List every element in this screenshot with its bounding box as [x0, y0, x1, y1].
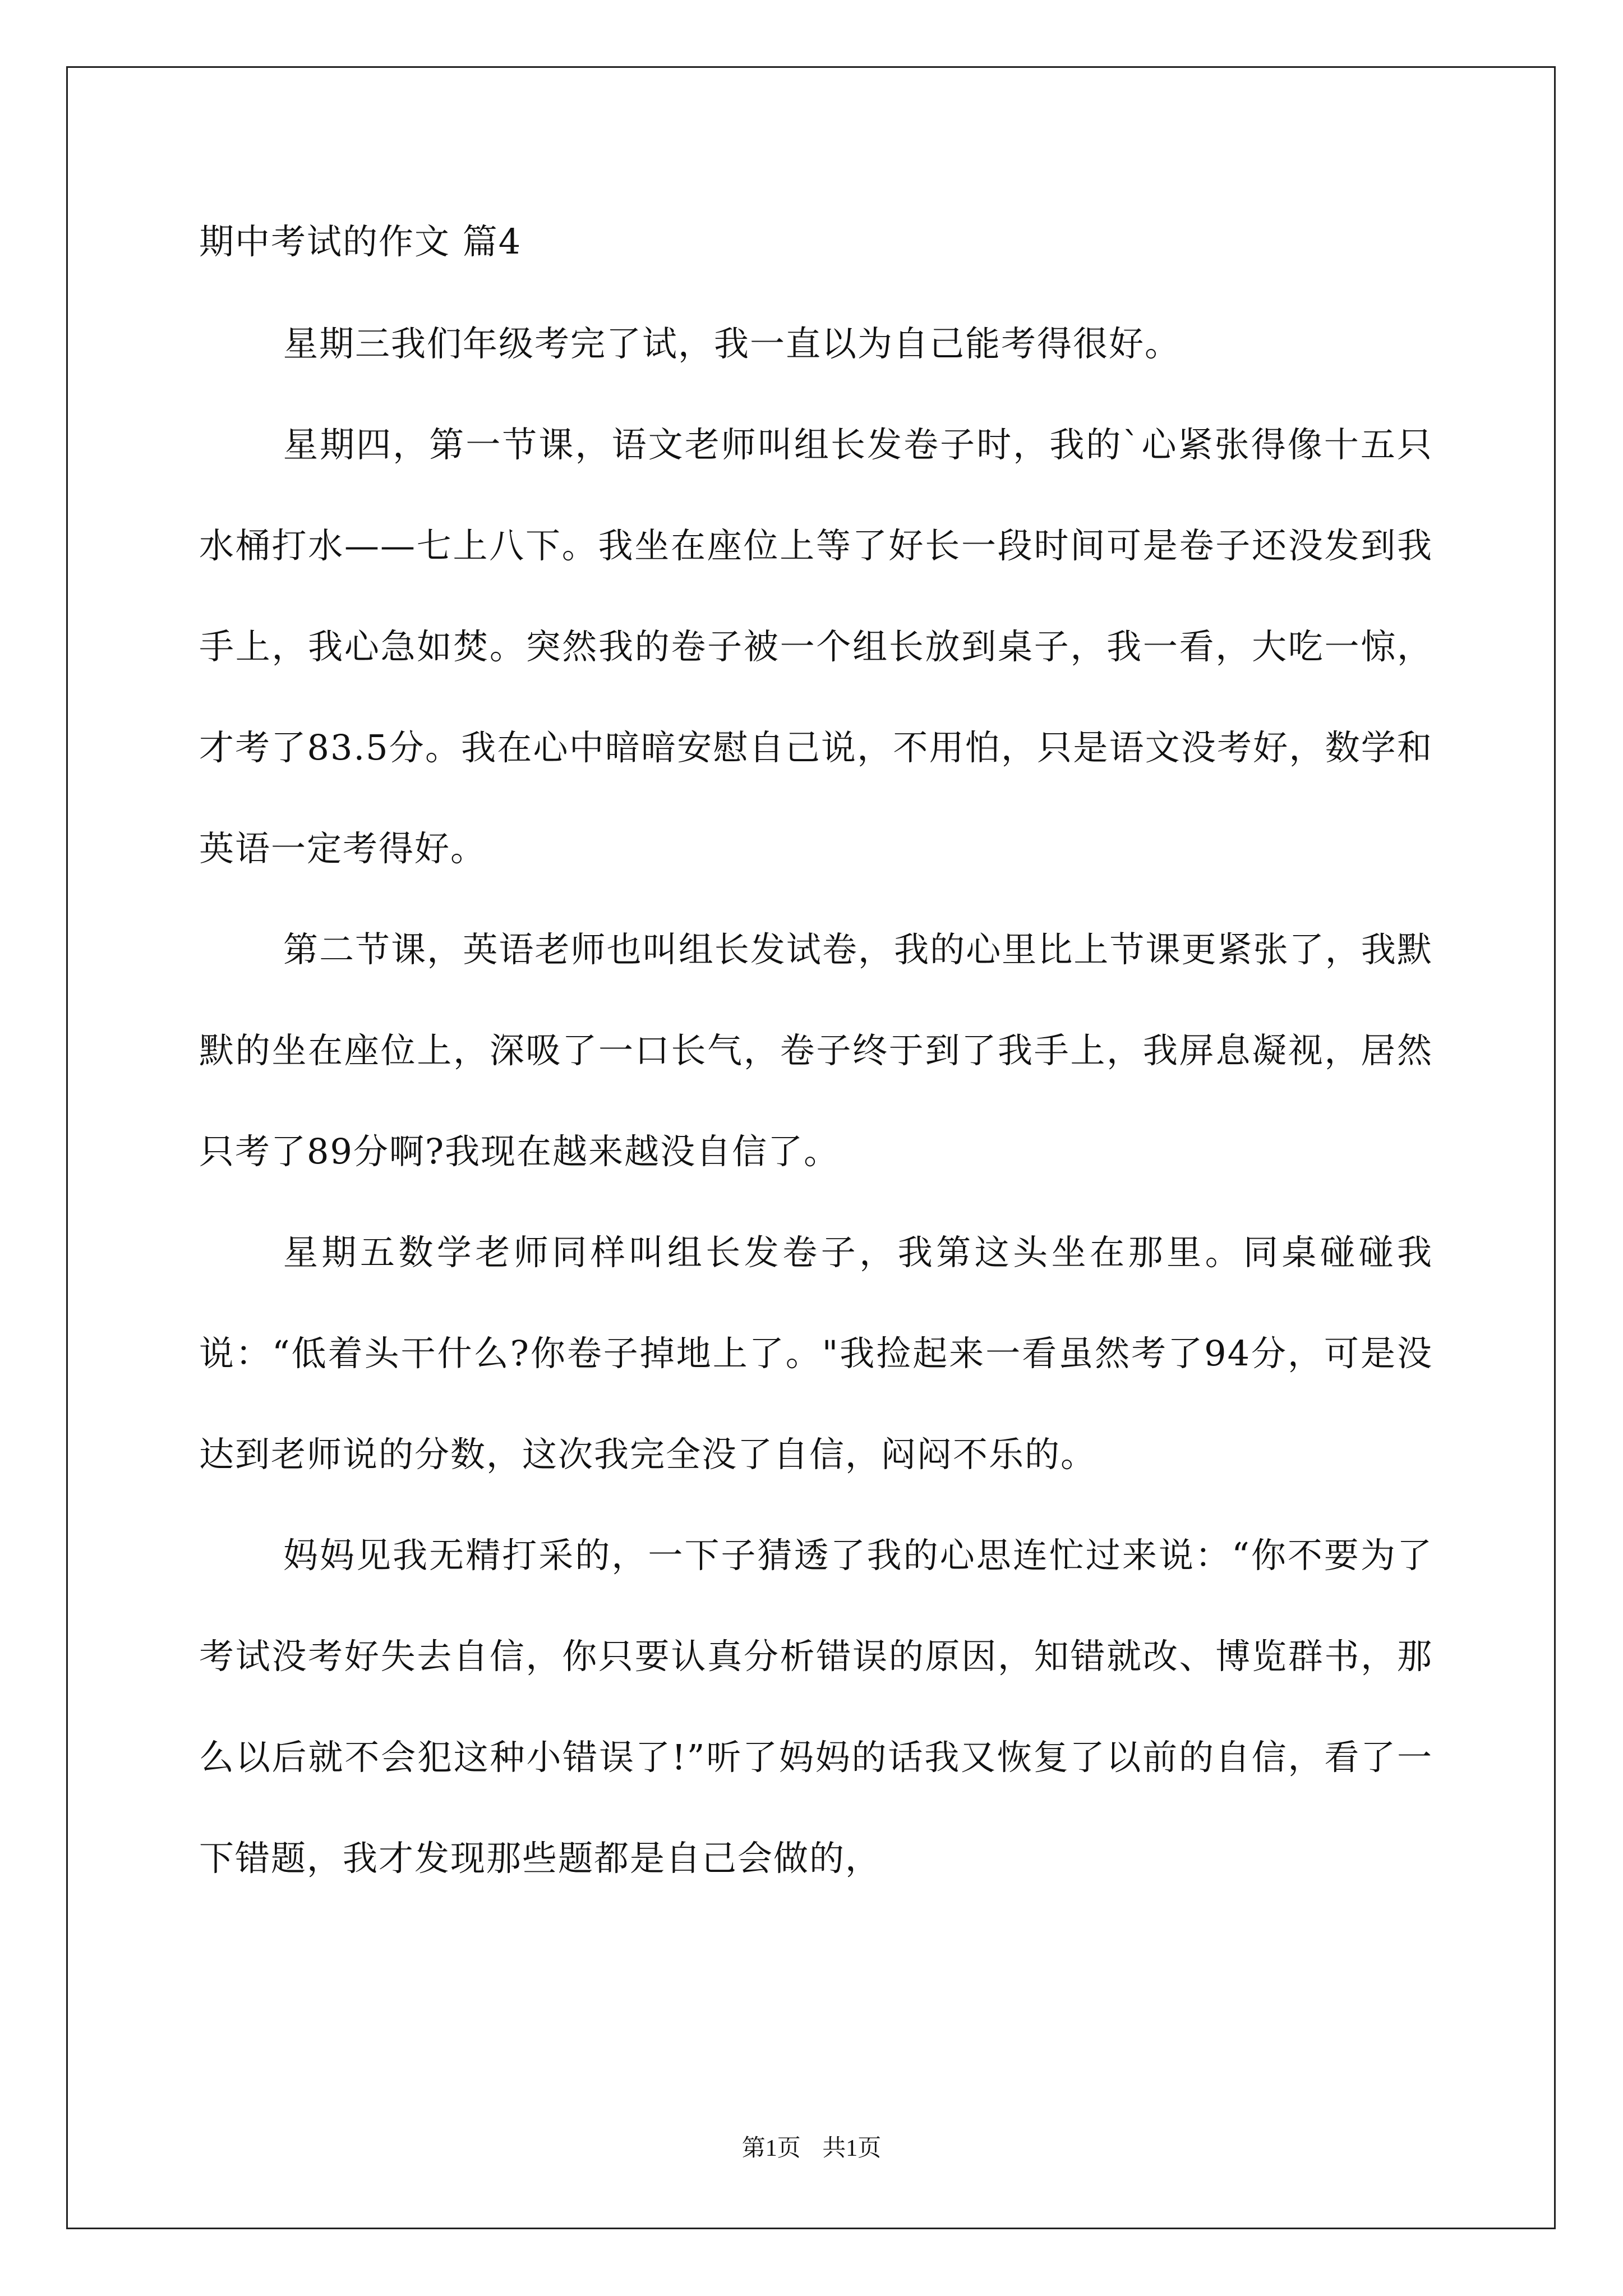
page-footer	[0, 2134, 1623, 2162]
paragraph: 第二节课，英语老师也叫组长发试卷，我的心里比上节课更紧张了，我默默的坐在座位上，深吸了一口长气，卷子终于到了我手上，我屏息凝视，居然只考了89分啊?我现在越来越没自信了。	[199, 929, 1433, 1172]
paragraph: 星期五数学老师同样叫组长发卷子，我第这头坐在那里。同桌碰碰我说：“低着头干什么?你卷子掉地上了。"我捡起来一看虽然考了94分，可是没达到老师说的分数，这次我完全没了自信，闷闷不乐的。	[199, 1232, 1433, 1475]
document-body	[199, 222, 1433, 1909]
paragraph: 星期四，第一节课，语文老师叫组长发卷子时，我的`心紧张得像十五只水桶打水——七上八下。我坐在座位上等了好长一段时间可是卷子还没发到我手上，我心急如焚。突然我的卷子被一个组长放到桌子，我一看，大吃一惊，才考了83.5分。我在心中暗暗安慰自己说，不用怕，只是语文没考好，数学和英语一定考得好。	[199, 424, 1433, 869]
paragraph-list	[199, 293, 1433, 1909]
paragraph: 星期三我们年级考完了试，我一直以为自己能考得很好。	[283, 323, 1181, 364]
page-total: 共1页	[822, 2136, 882, 2161]
paragraph: 妈妈见我无精打采的，一下子猜透了我的心思连忙过来说：“你不要为了考试没考好失去自信，你只要认真分析错误的原因，知错就改、博览群书，那么以后就不会犯这种小错误了!”听了妈妈的话我又恢复了以前的自信，看了一下错题，我才发现那些题都是自己会做的，	[199, 1535, 1433, 1879]
document-title: 期中考试的作文 篇4	[199, 221, 522, 262]
page-number: 第1页	[741, 2136, 801, 2161]
